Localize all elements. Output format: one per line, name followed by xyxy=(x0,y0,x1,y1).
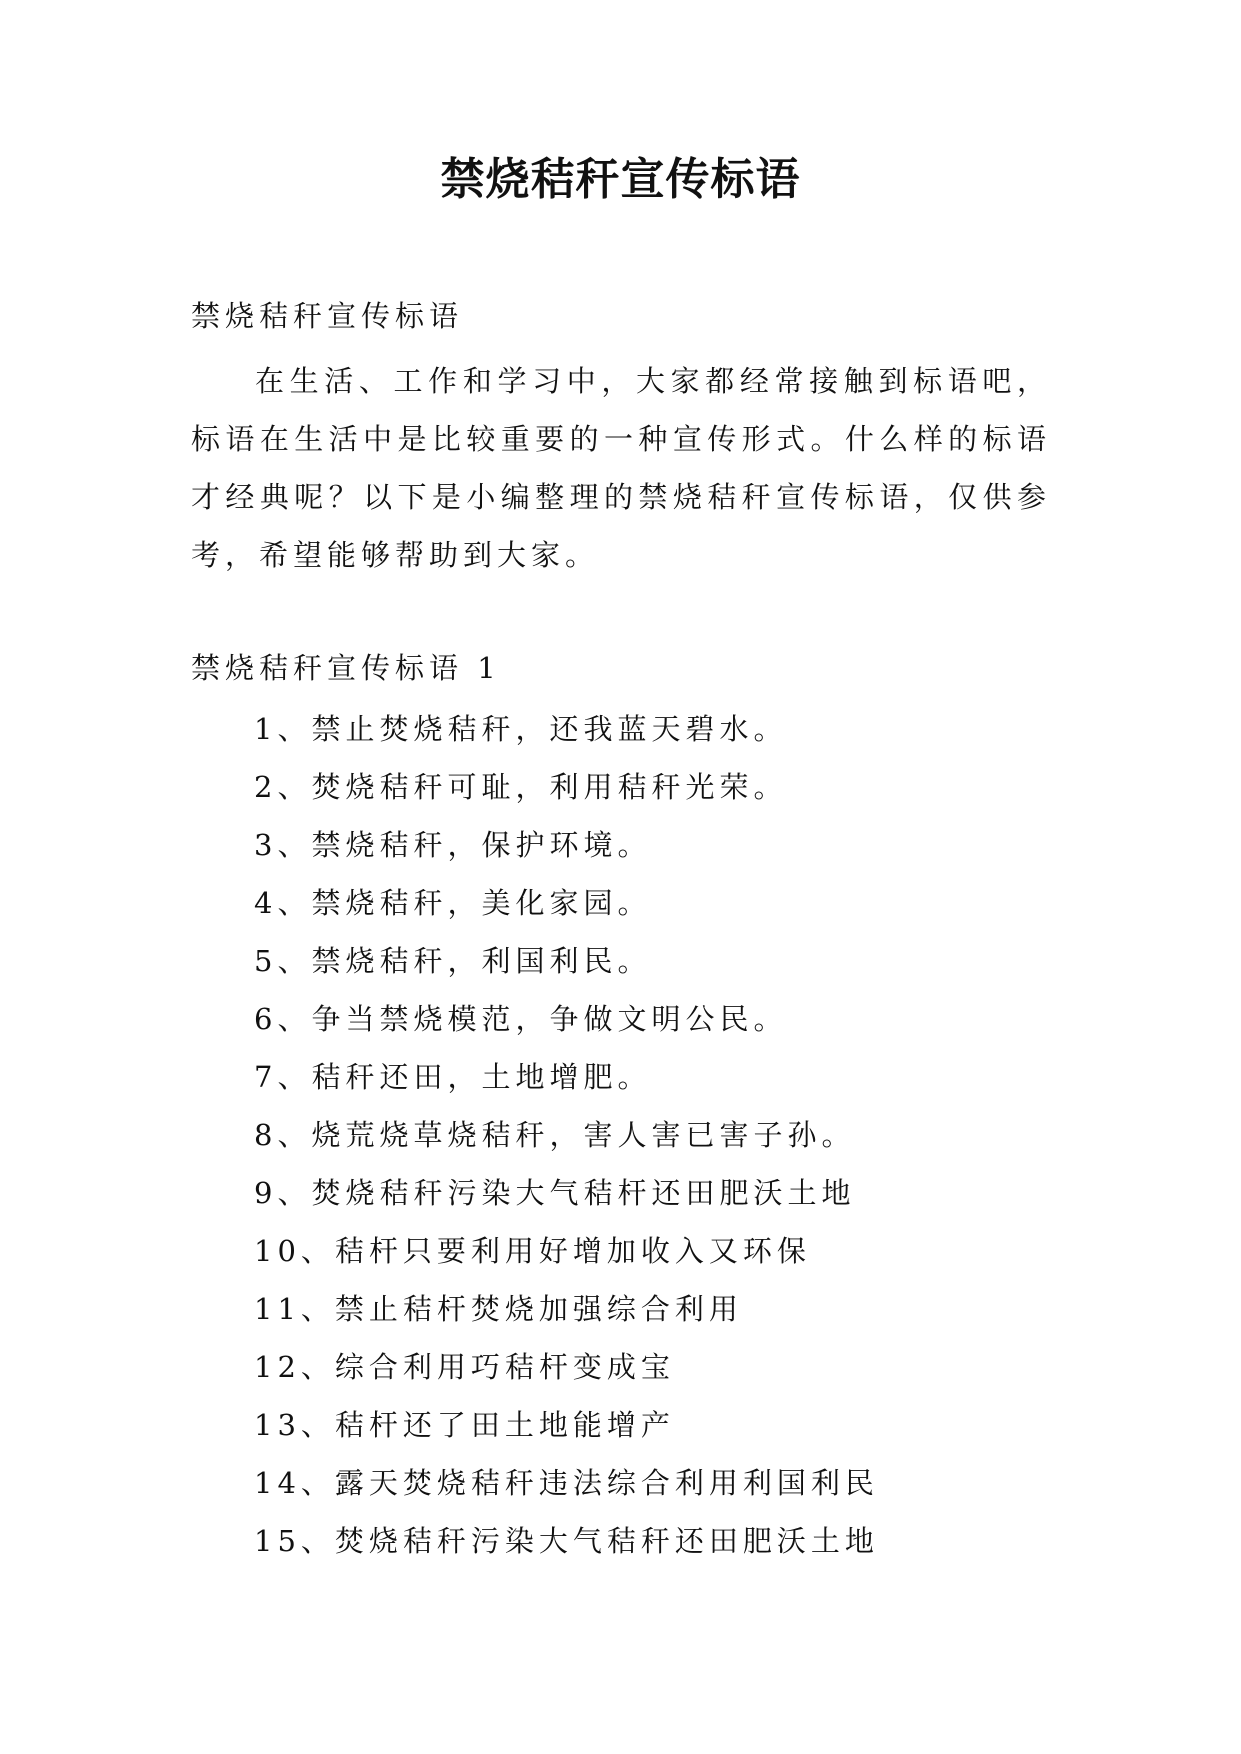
document-heading: 禁烧秸秆宣传标语 xyxy=(191,299,464,333)
list-item: 5、禁烧秸秆，利国利民。 xyxy=(254,944,652,978)
list-item: 15、焚烧秸秆污染大气秸秆还田肥沃土地 xyxy=(254,1524,879,1558)
slogan-list xyxy=(254,700,1054,1570)
list-item: 8、烧荒烧草烧秸秆，害人害已害子孙。 xyxy=(254,1118,856,1152)
list-item: 7、秸秆还田，土地增肥。 xyxy=(254,1060,652,1094)
list-item: 1、禁止焚烧秸秆，还我蓝天碧水。 xyxy=(254,712,788,746)
list-item: 9、焚烧秸秆污染大气秸杆还田肥沃土地 xyxy=(254,1176,856,1210)
list-item: 14、露天焚烧秸秆违法综合利用利国利民 xyxy=(254,1466,879,1500)
list-item: 13、秸杆还了田土地能增产 xyxy=(254,1408,675,1442)
list-item: 4、禁烧秸秆，美化家园。 xyxy=(254,886,652,920)
document-title: 禁烧秸秆宣传标语 xyxy=(440,154,801,205)
list-item: 6、争当禁烧模范，争做文明公民。 xyxy=(254,1002,788,1036)
list-item: 12、综合利用巧秸杆变成宝 xyxy=(254,1350,675,1384)
list-item: 3、禁烧秸秆，保护环境。 xyxy=(254,828,652,862)
list-item: 11、禁止秸杆焚烧加强综合利用 xyxy=(254,1292,743,1326)
section-heading: 禁烧秸秆宣传标语 1 xyxy=(191,651,501,685)
list-item: 2、焚烧秸秆可耻，利用秸秆光荣。 xyxy=(254,770,788,804)
intro-paragraph: 在生活、工作和学习中，大家都经常接触到标语吧，标语在生活中是比较重要的一种宣传形式。什么样的标语才经典呢？以下是小编整理的禁烧秸秆宣传标语，仅供参考，希望能够帮助到大家。 xyxy=(191,364,1051,572)
list-item: 10、秸杆只要利用好增加收入又环保 xyxy=(254,1234,811,1268)
